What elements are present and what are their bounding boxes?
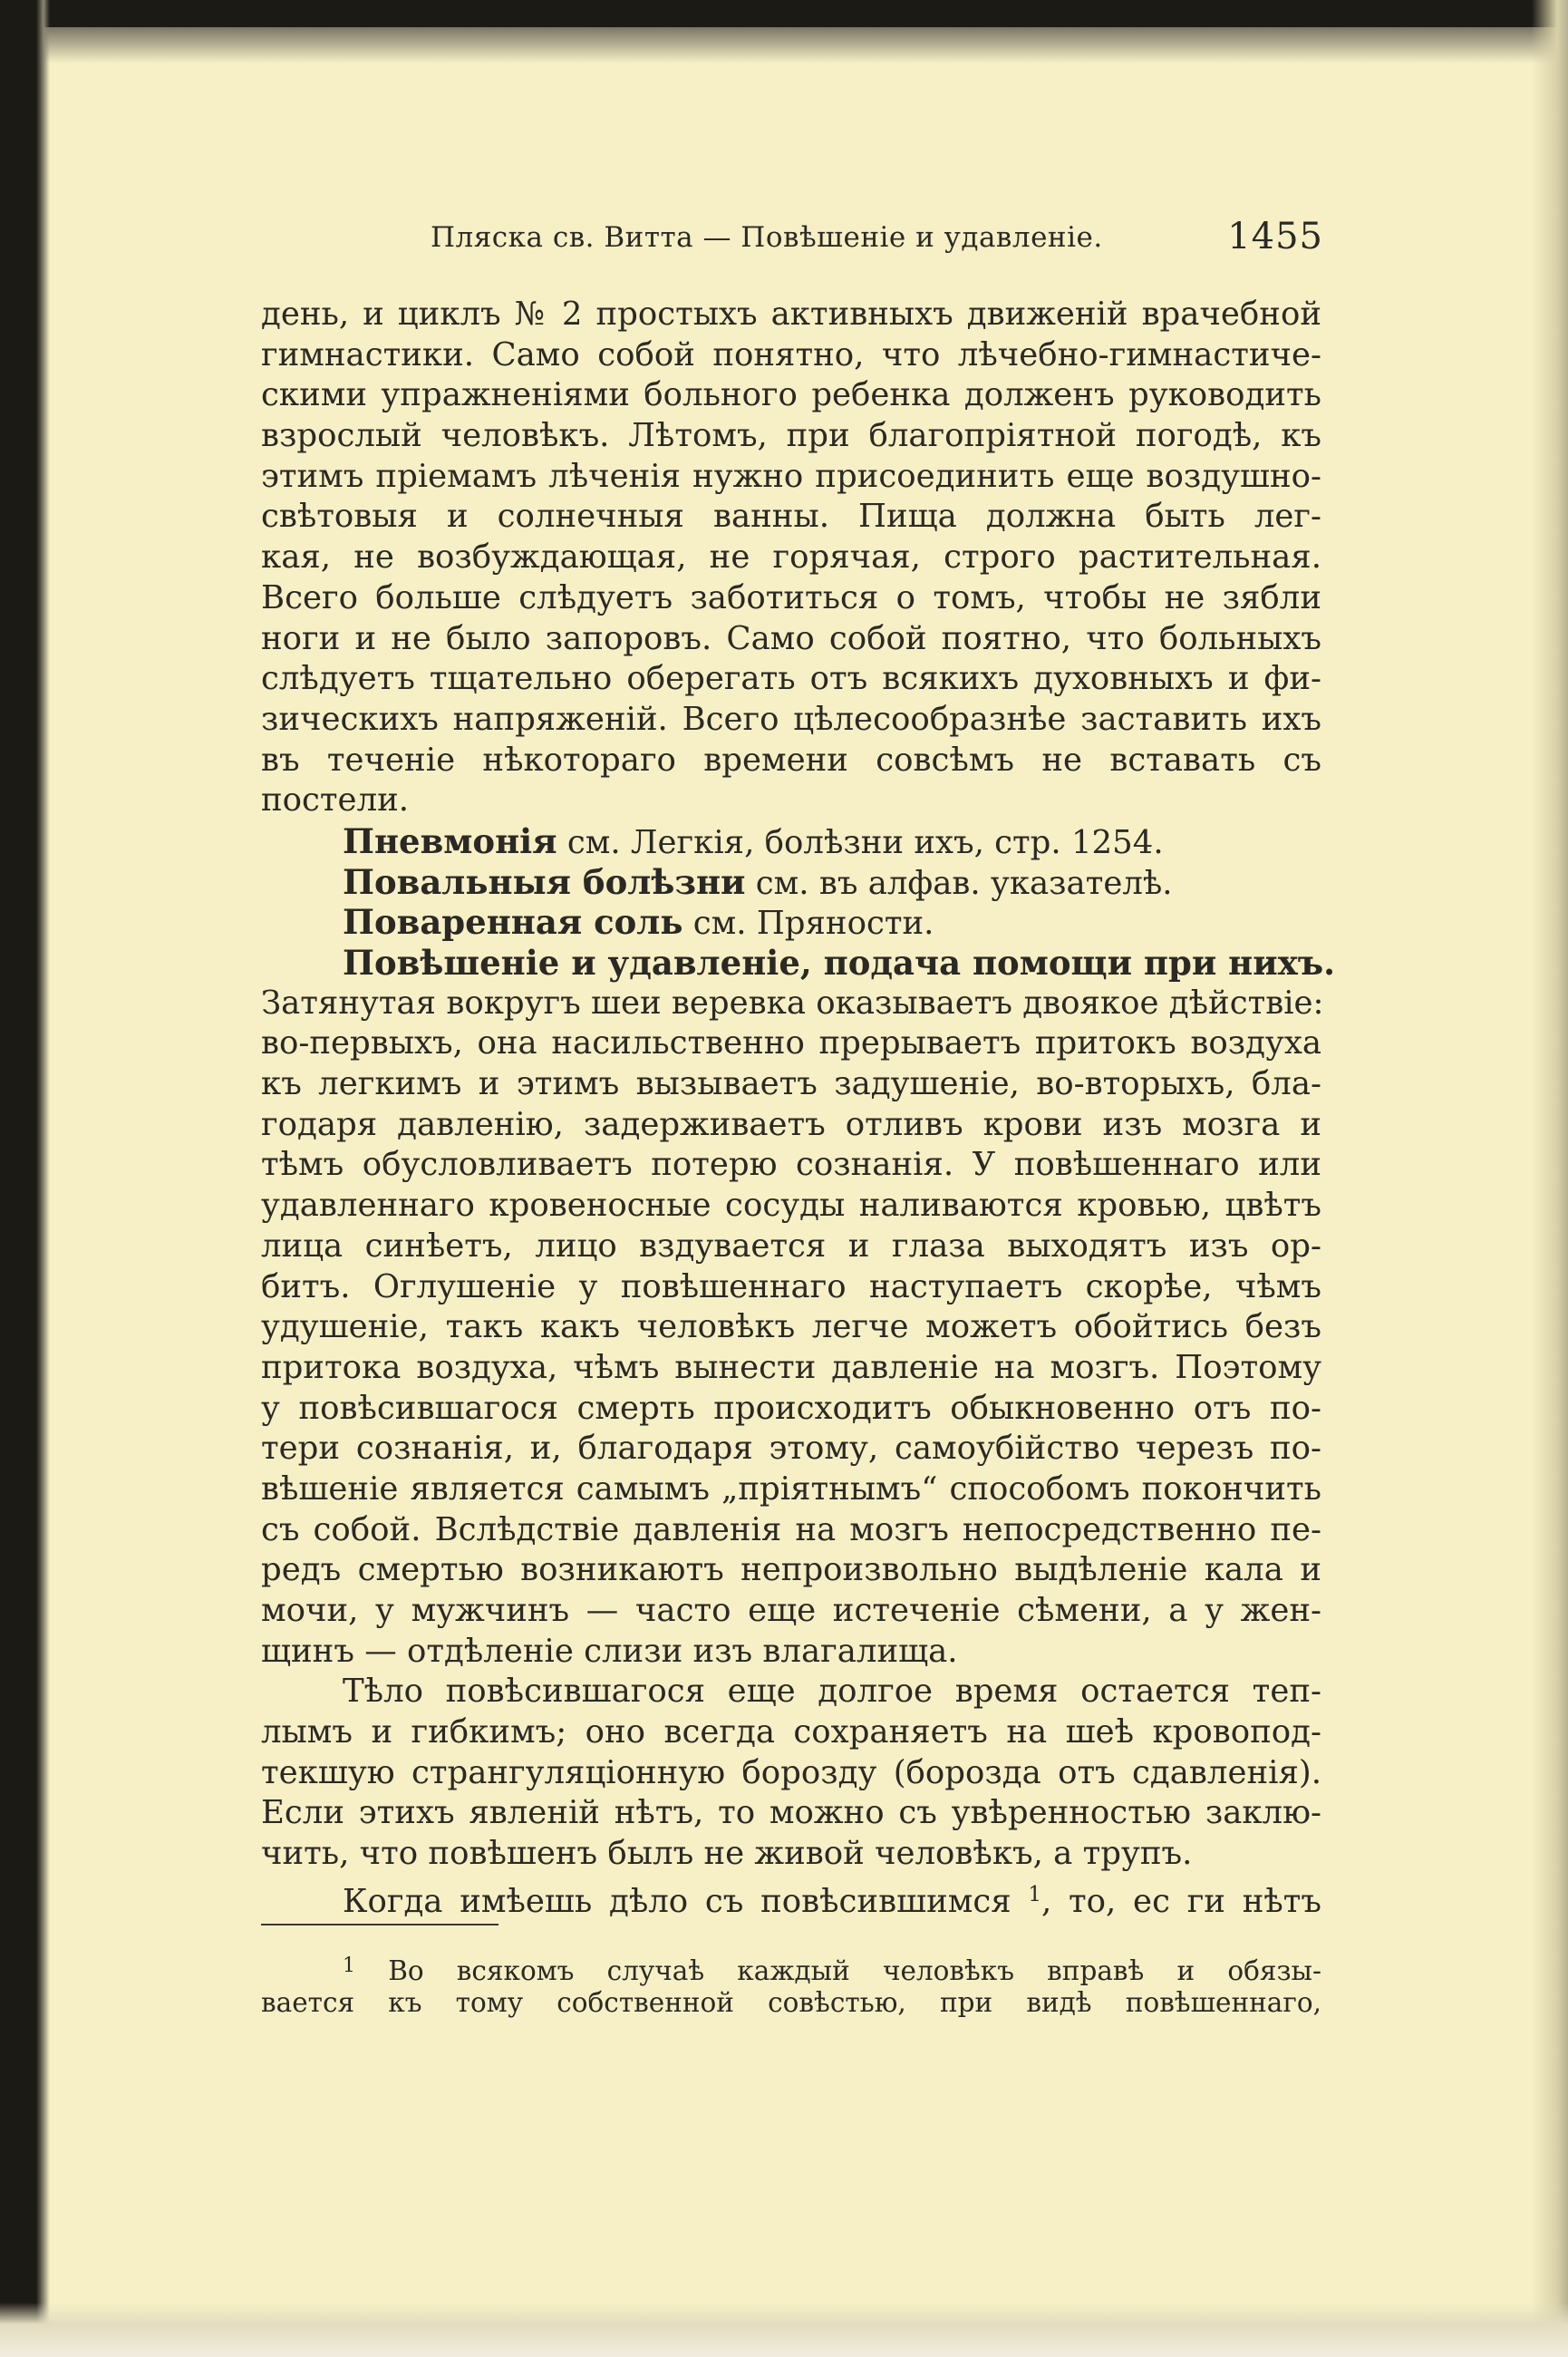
text-line: Если этихъ явленій нѣтъ, то можно съ увѣренностью заклю- (261, 1794, 1321, 1832)
text-line: во-первыхъ, она насильственно прерываетъ притокъ воздуха (261, 1024, 1321, 1062)
entry-hanging-strangulation (261, 943, 1336, 984)
text-line: скими упражненіями больного ребенка долженъ руководить (261, 376, 1321, 414)
text-line: удавленнаго кровеносные сосуды наливаются кровью, цвѣтъ (261, 1187, 1321, 1225)
text-line: этимъ пріемамъ лѣченія нужно присоединить еще воздушно- (261, 457, 1321, 495)
text-line: вѣшеніе является самымъ „пріятнымъ“ способомъ покончить (261, 1469, 1321, 1508)
page-number: 1455 (1227, 216, 1323, 257)
text-line: редъ смертью возникаютъ непроизвольно выдѣленіе кала и (261, 1551, 1321, 1589)
text-line: кая, не возбуждающая, не горячая, строго растительная. (261, 538, 1321, 577)
paragraph-body-signs (261, 1672, 1321, 1874)
entry-epidemic-diseases (261, 862, 1321, 903)
text-line: Затянутая вокругъ шеи веревка оказываетъ двоякое дѣйствіе: (261, 984, 1324, 1022)
running-head: Пляска св. Витта — Повѣшеніе и удавленіе. (431, 221, 1103, 254)
text-line: лымъ и гибкимъ; оно всегда сохраняетъ на шеѣ кровопод- (261, 1713, 1321, 1751)
text-line (261, 1875, 1321, 1920)
page-header (431, 214, 1323, 268)
text-line: свѣтовыя и солнечныя ванны. Пища должна быть лег- (261, 498, 1321, 536)
scan-top-edge (0, 0, 1568, 27)
entry-reference: см. Пряности. (682, 905, 934, 943)
text-line: съ собой. Вслѣдствіе давленія на мозгъ непосредственно пе- (261, 1510, 1321, 1548)
body-text (261, 295, 1336, 1920)
text-line: ноги и не было запоровъ. Само собой поятно, что больныхъ (261, 619, 1321, 657)
entry-headword: Повѣшеніе и удавленіе, подача помощи при нихъ. (343, 943, 1336, 983)
text-fragment: Когда имѣешь дѣло съ повѣсившимся (343, 1882, 1029, 1920)
text-line: мочи, у мужчинъ — часто еще истеченіе сѣмени, а у жен- (261, 1592, 1321, 1629)
text-line: притока воздуха, чѣмъ вынести давленіе на мозгъ. Поэтому (261, 1348, 1321, 1386)
text-line: удушеніе, такъ какъ человѣкъ легче можетъ обойтись безъ (261, 1308, 1321, 1346)
text-fragment: , то, ес ги нѣтъ (1041, 1882, 1321, 1920)
text-line: зическихъ напряженій. Всего цѣлесообразнѣе заставить ихъ (261, 700, 1321, 738)
scan-bottom-edge (0, 2303, 1568, 2357)
entry-headword: Повальныя болѣзни (343, 861, 746, 902)
text-line: годаря давленію, задерживаетъ отливъ крови изъ мозга и (261, 1105, 1321, 1143)
entry-pneumonia (261, 821, 1321, 862)
entry-reference: см. въ алфав. указателѣ. (745, 864, 1173, 902)
text-line: въ теченіе нѣкотораго времени совсѣмъ не вставать съ (261, 741, 1321, 779)
text-line: у повѣсившагося смерть происходитъ обыкновенно отъ по- (261, 1389, 1321, 1427)
text-line: тѣмъ обусловливаетъ потерю сознанія. У повѣшеннаго или (261, 1146, 1321, 1184)
footnote-line: вается къ тому собственной совѣстью, при видѣ повѣшеннаго, (261, 1987, 1321, 2018)
footnote-line (261, 1947, 1321, 1984)
entry-headword: Поваренная соль (343, 902, 683, 943)
scan-right-edge (1532, 0, 1568, 2357)
text-line: лица синѣетъ, лицо вздувается и глаза выходятъ изъ ор- (261, 1227, 1321, 1265)
text-line: текшую странгуляціонную борозду (борозда отъ сдавленія). (261, 1753, 1321, 1791)
text-line: постели. (261, 781, 410, 820)
text-line: слѣдуетъ тщательно оберегать отъ всякихъ духовныхъ и фи- (261, 660, 1321, 698)
text-line: къ легкимъ и этимъ вызываетъ задушеніе, во-вторыхъ, бла- (261, 1065, 1321, 1103)
entry-headword: Пневмонія (343, 820, 557, 861)
text-line: Всего больше слѣдуетъ заботиться о томъ, чтобы не зябли (261, 578, 1321, 616)
text-line: битъ. Оглушеніе у повѣшеннаго наступаетъ скорѣе, чѣмъ (261, 1267, 1321, 1305)
text-line: тери сознанія, и, благодаря этому, самоубійство черезъ по- (261, 1430, 1321, 1468)
paragraph-continuation (261, 295, 1321, 821)
text-line: гимнастики. Само собой понятно, что лѣчебно-гимнастиче- (261, 335, 1321, 373)
text-line: взрослый человѣкъ. Лѣтомъ, при благопріятной погодѣ, къ (261, 417, 1321, 455)
text-line: день, и циклъ № 2 простыхъ активныхъ движеній врачебной (261, 296, 1321, 333)
paragraph-when-dealing (261, 1875, 1321, 1920)
footnote-text: Во всякомъ случаѣ каждый человѣкъ вправѣ и обязы- (388, 1955, 1321, 1986)
footnote-reference: 1 (1028, 1882, 1041, 1906)
text-line: щинъ — отдѣленіе слизи изъ влагалища. (261, 1632, 958, 1670)
scan-top-shadow (0, 27, 1568, 63)
text-line: чить, что повѣшенъ былъ не живой человѣкъ, а трупъ. (261, 1835, 1193, 1873)
footnote (261, 1947, 1321, 2022)
footnote-marker: 1 (343, 1954, 355, 1977)
text-line: Тѣло повѣсившагося еще долгое время остается теп- (343, 1673, 1321, 1711)
footnote-divider (261, 1924, 498, 1925)
scan-left-edge (0, 0, 50, 2357)
paragraph-hanging-effects (261, 984, 1324, 1673)
entry-table-salt (261, 902, 1321, 943)
entry-reference: см. Легкія, болѣзни ихъ, стр. 1254. (557, 823, 1164, 861)
